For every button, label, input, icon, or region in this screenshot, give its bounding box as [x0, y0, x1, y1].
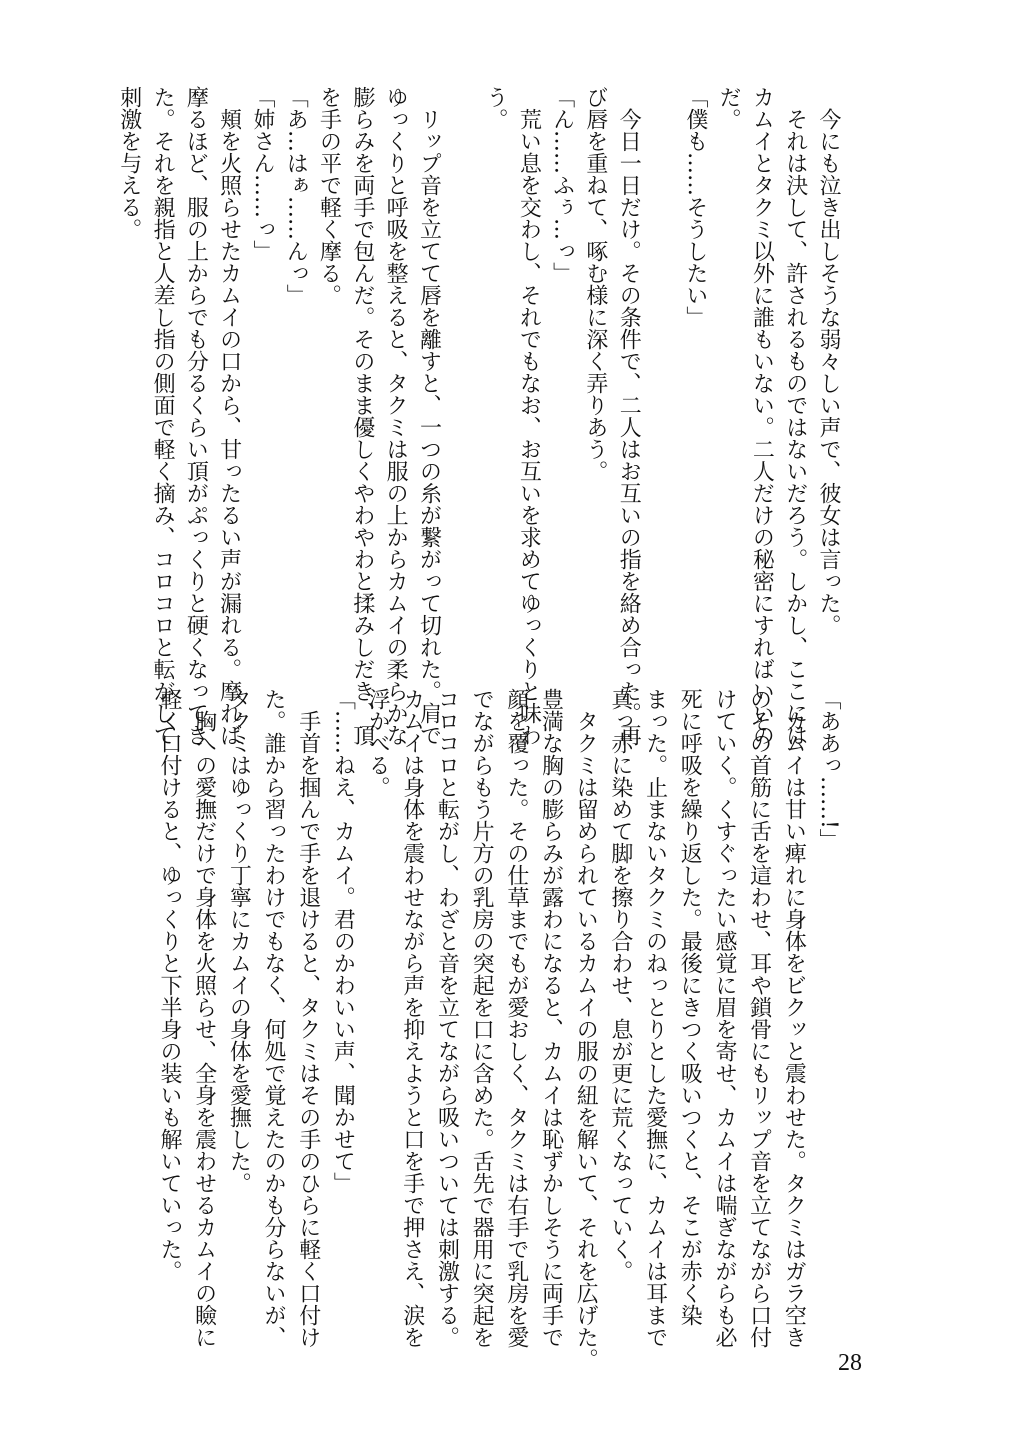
text-line: 胸への愛撫だけで身体を火照らせ、全身を震わせるカムイの瞼に — [191, 710, 217, 1348]
text-line: 「ああっ……!」 — [816, 688, 841, 851]
text-line: 頬を火照らせたカムイの口から、甘ったるい声が漏れる。摩れば — [216, 108, 242, 746]
text-line: 膨らみを両手で包んだ。そのまま優しくやわやわと揉みしだき、頂 — [349, 86, 375, 746]
text-line: それは決して、許されるものではないだろう。しかし、ここには — [782, 108, 808, 746]
text-line: 「僕も……そうしたい」 — [682, 86, 708, 328]
text-line: 軽く口付けると、ゆっくりと下半身の装いも解いていった。 — [156, 688, 182, 1282]
text-line: 摩るほど、服の上からでも分るくらい頂がぷっくりと硬くなってき — [183, 86, 209, 746]
text-line: カムイは甘い痺れに身体をビクッと震わせた。タクミはガラ空き — [781, 710, 807, 1348]
text-line: び唇を重ねて、啄む様に深く弄りあう。 — [582, 86, 608, 482]
text-line: た。それを親指と人差し指の側面で軽く摘み、コロコロと転がして — [150, 86, 176, 746]
text-line: 豊満な胸の膨らみが露わになると、カムイは恥ずかしそうに両手で — [538, 688, 564, 1348]
text-line: ゆっくりと呼吸を整えると、タクミは服の上からカムイの柔らかな — [383, 86, 409, 746]
text-line — [445, 86, 478, 676]
text-line: 手首を掴んで手を退けると、タクミはその手のひらに軽く口付け — [295, 710, 321, 1348]
text-line: 「姉さん……っ」 — [249, 86, 275, 262]
text-line: コロコロと転がし、わざと音を立てながら吸いついては刺激する。 — [434, 688, 460, 1348]
text-line: カムイは身体を震わせながら声を抑えようと口を手で押さえ、涙を — [399, 688, 425, 1348]
text-block-bottom — [151, 688, 845, 1370]
text-line: 顔を覆った。その仕草までもが愛おしく、タクミは右手で乳房を愛 — [503, 688, 529, 1348]
text-line: でながらもう片方の乳房の突起を口に含めた。舌先で器用に突起を — [469, 688, 495, 1348]
text-line: タクミは留められているカムイの服の紐を解いて、それを広げた。 — [573, 710, 599, 1370]
text-line: 荒い息を交わし、それでもなお、お互いを求めてゆっくりと味わ — [516, 108, 542, 746]
text-line: 死に呼吸を繰り返した。最後にきつく吸いつくと、そこが赤く染 — [677, 688, 703, 1326]
text-line: だ。 — [716, 86, 742, 130]
text-line: 今にも泣き出しそうな弱々しい声で、彼女は言った。 — [816, 108, 841, 636]
page-number: 28 — [838, 1350, 862, 1376]
text-line — [645, 86, 678, 676]
text-line: 刺激を与える。 — [116, 86, 142, 240]
text-line: う。 — [483, 86, 509, 130]
text-line: 「……ねえ、カムイ。君のかわいい声、聞かせて」 — [330, 688, 356, 1194]
text-line: まった。止まないタクミのねっとりとした愛撫に、カムイは耳まで — [642, 688, 668, 1348]
text-line: のその首筋に舌を這わせ、耳や鎖骨にもリップ音を立てながら口付 — [746, 688, 772, 1348]
text-line: 今日一日だけ。その条件で、二人はお互いの指を絡め合った。再 — [616, 108, 642, 746]
text-line: 浮かべる。 — [365, 688, 391, 798]
text-line: を手の平で軽く摩る。 — [316, 86, 342, 306]
text-line: リップ音を立てて唇を離すと、一つの糸が繋がって切れた。肩で — [416, 108, 442, 746]
text-line: 「あ…はぁ……んっ」 — [283, 86, 309, 306]
text-line: た。誰から習ったわけでもなく、何処で覚えたのかも分らないが、 — [261, 688, 286, 1348]
text-line: 真っ赤に染めて脚を擦り合わせ、息が更に荒くなっていく。 — [607, 688, 633, 1282]
text-line: けていく。くすぐったい感覚に眉を寄せ、カムイは喘ぎながらも必 — [711, 688, 737, 1348]
text-line: カムイとタクミ以外に誰もいない。二人だけの秘密にすればいいの — [749, 86, 775, 746]
text-line: 「ん……ふぅ…っ」 — [549, 86, 575, 284]
text-line: タクミはゆっくり丁寧にカムイの身体を愛撫した。 — [226, 688, 252, 1194]
